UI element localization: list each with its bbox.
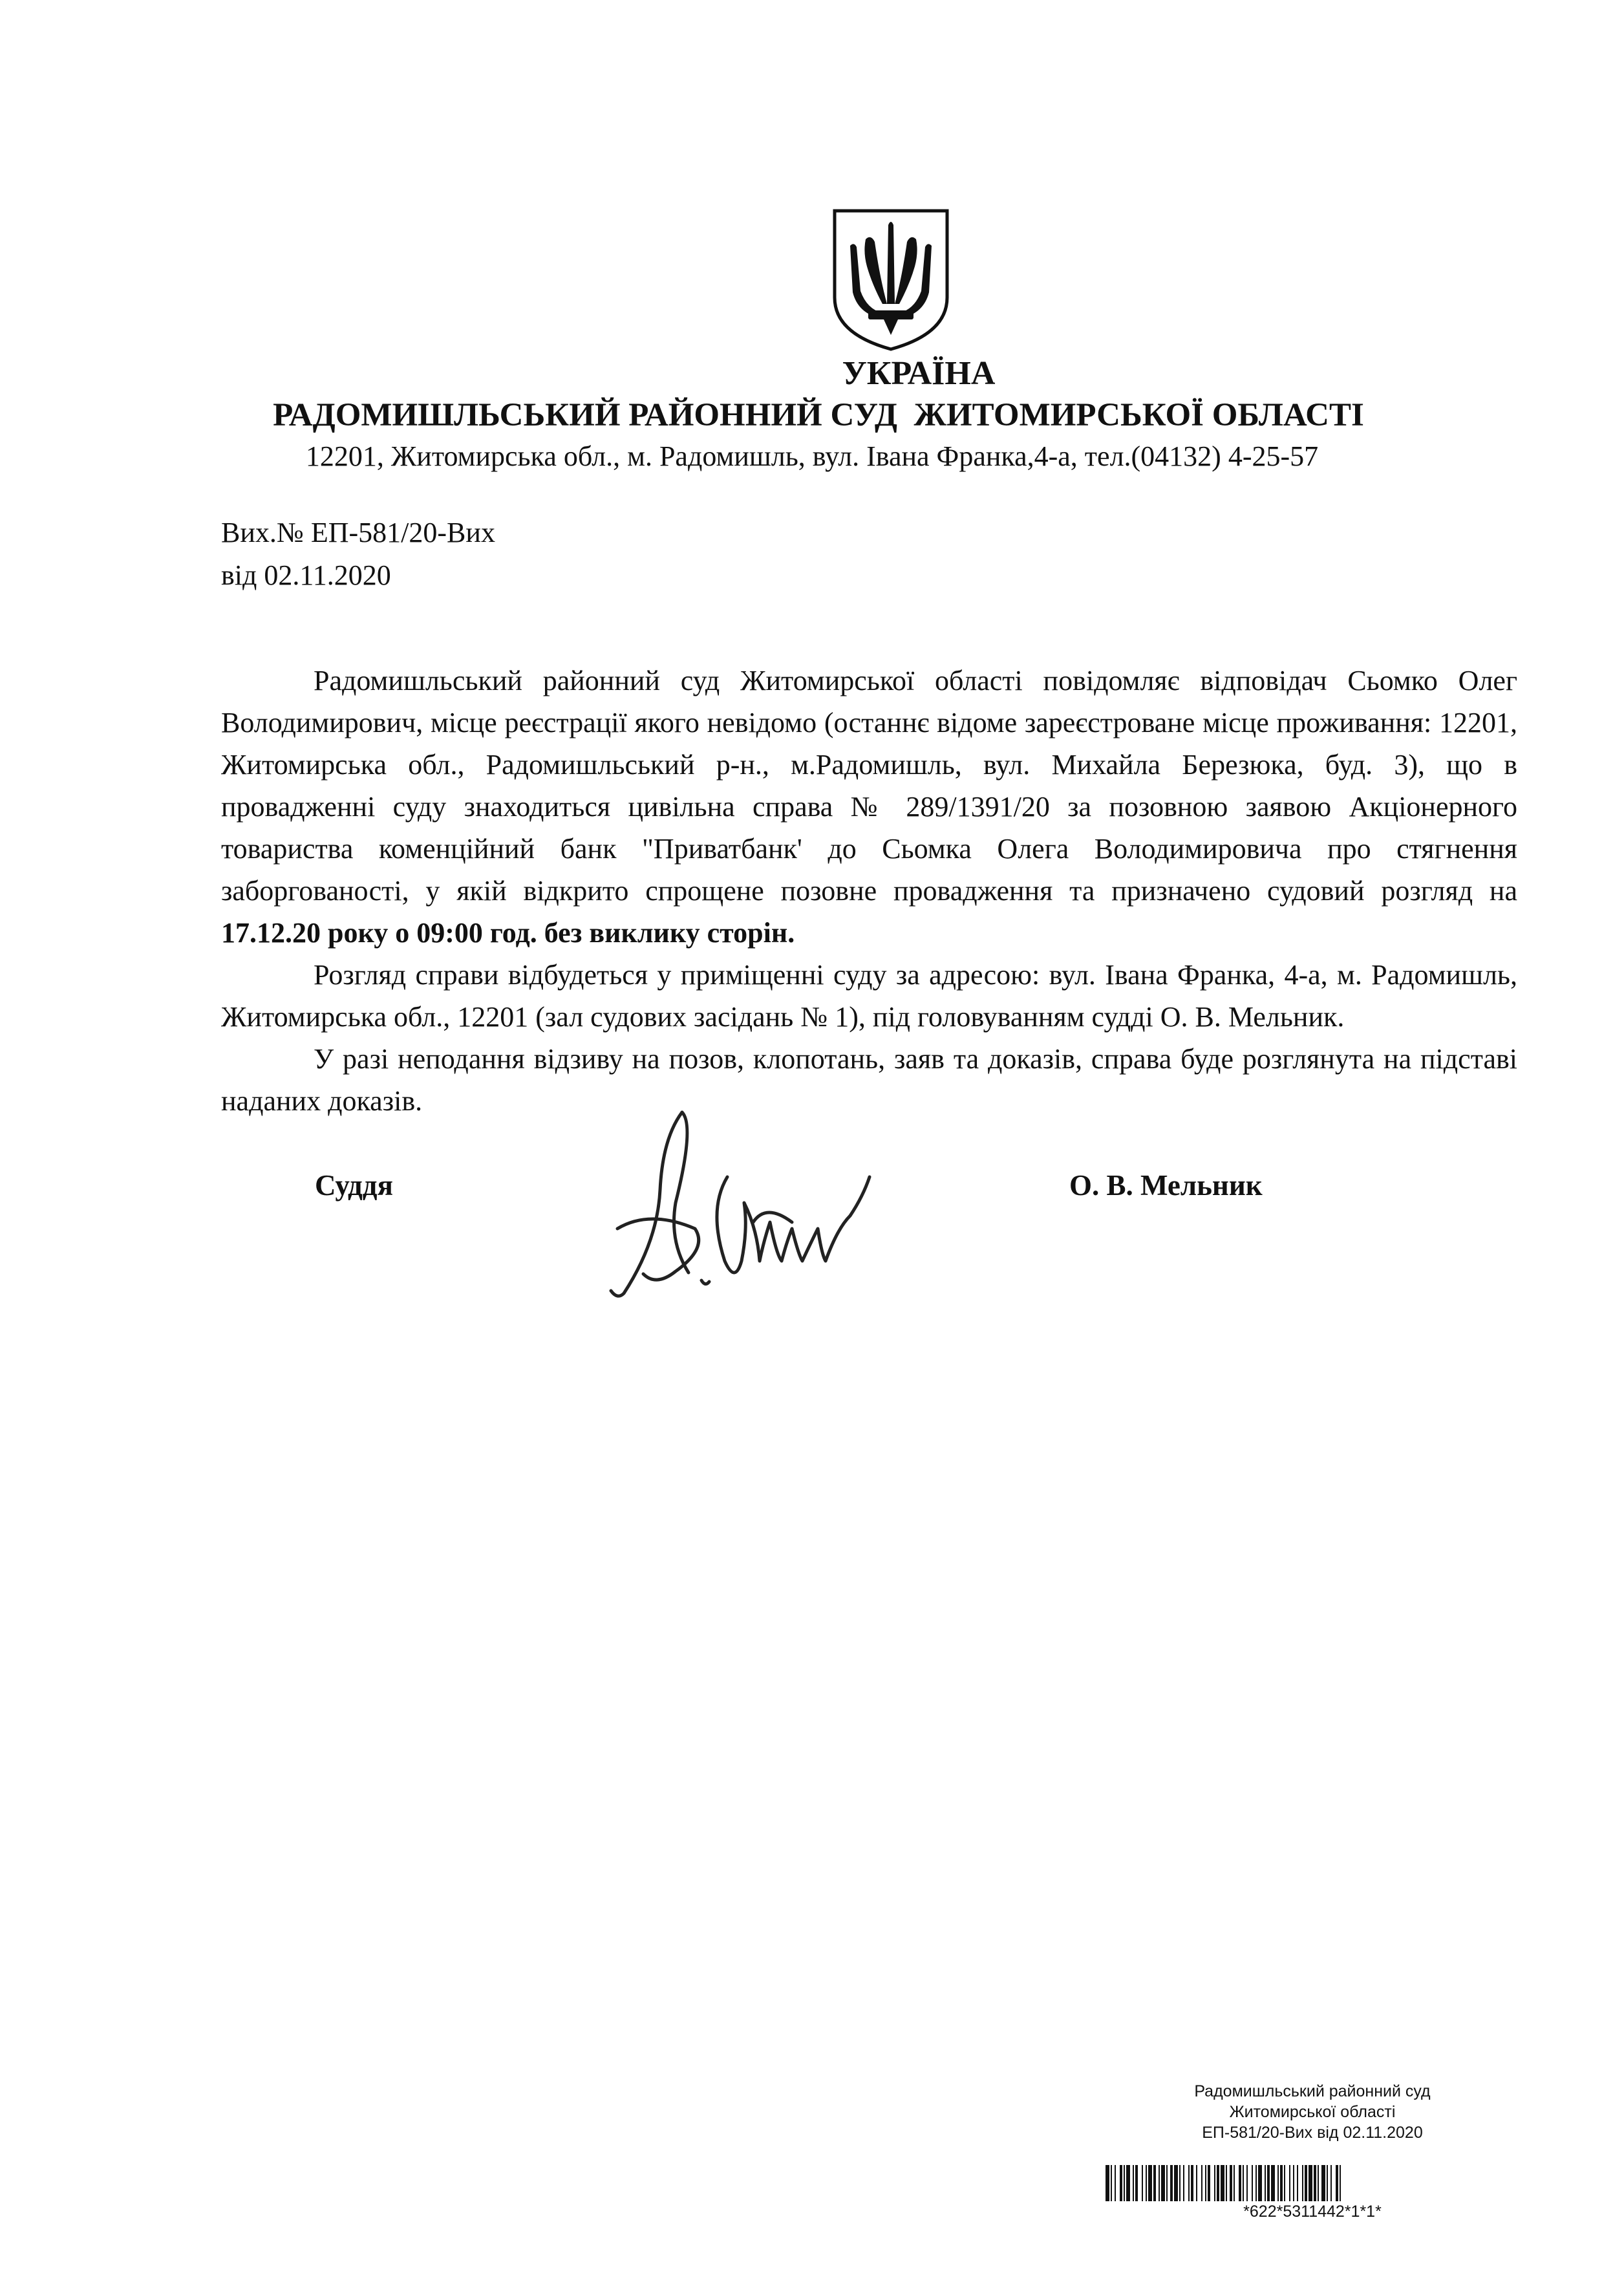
barcode-bar <box>1159 2165 1160 2201</box>
barcode-bar <box>1321 2165 1325 2201</box>
barcode-bar <box>1161 2165 1165 2201</box>
barcode-bar <box>1265 2165 1266 2201</box>
barcode-bar <box>1208 2165 1210 2201</box>
barcode-bar <box>1183 2165 1184 2201</box>
barcode-bar <box>1153 2165 1156 2201</box>
barcode-bar <box>1214 2165 1215 2201</box>
notice-paragraph-2: Розгляд справи відбудеться у приміщенні суду за адресою: вул. Івана Франка, 4-а, м. Радомишль, Житомирська обл., 12201 (зал судових засідань № 1), під головуванням судді О. В. Мельник. <box>221 959 1517 1033</box>
barcode-bar <box>1289 2165 1290 2201</box>
barcode-bar <box>1226 2165 1227 2201</box>
barcode-bar <box>1314 2165 1316 2201</box>
judge-name: О. В. Мельник <box>1069 1169 1263 1201</box>
barcode-bar <box>1146 2165 1147 2201</box>
barcode-bar <box>1205 2165 1206 2201</box>
barcode-bar <box>1221 2165 1224 2201</box>
stamp-reference-line: ЕП-581/20-Вих від 02.11.2020 <box>1202 2124 1423 2142</box>
barcode-bar <box>1115 2165 1116 2201</box>
handwritten-signature <box>598 1099 934 1313</box>
barcode-bar <box>1142 2165 1143 2201</box>
barcode-bar <box>1120 2165 1122 2201</box>
country-title: УКРАЇНА <box>842 355 996 392</box>
barcode-bar <box>1126 2165 1130 2201</box>
barcode-bar <box>1318 2165 1319 2201</box>
barcode-bar <box>1124 2165 1125 2201</box>
court-address: 12201, Житомирська обл., м. Радомишль, вул. Івана Франка,4-а, тел.(04132) 4-25-57 <box>305 440 1319 472</box>
coat-of-arms-icon <box>828 207 954 353</box>
signature-role: Суддя <box>315 1169 393 1201</box>
barcode-bar <box>1267 2165 1270 2201</box>
notice-body <box>221 660 1517 1122</box>
barcode-text: *622*5311442*1*1* <box>1243 2203 1382 2221</box>
stamp-court-line: Радомишльський районний суд <box>1194 2082 1431 2100</box>
barcode-bar <box>1179 2165 1181 2201</box>
barcode-bar <box>1230 2165 1232 2201</box>
outgoing-date: від 02.11.2020 <box>221 559 391 591</box>
barcode-bar <box>1217 2165 1219 2201</box>
barcode-bar <box>1309 2165 1312 2201</box>
barcode-bar <box>1106 2165 1109 2201</box>
barcode-bar <box>1255 2165 1257 2201</box>
court-name: РАДОМИШЛЬСЬКИЙ РАЙОННИЙ СУД ЖИТОМИРСЬКОЇ ОБЛАСТІ <box>273 397 1364 433</box>
barcode-bar <box>1336 2165 1338 2201</box>
barcode-bar <box>1302 2165 1303 2201</box>
barcode-bar <box>1277 2165 1279 2201</box>
notice-paragraph-3: У разі неподання відзиву на позов, клопотань, заяв та доказів, справа буде розглянута на підставі наданих доказів. <box>221 1043 1517 1117</box>
barcode-bar <box>1191 2165 1193 2201</box>
barcode-bar <box>1243 2165 1244 2201</box>
hearing-date-bold: 17.12.20 року о 09:00 год. без виклику сторін. <box>221 917 795 949</box>
barcode-bar <box>1305 2165 1307 2201</box>
barcode-bar <box>1252 2165 1253 2201</box>
barcode-bar <box>1297 2165 1298 2201</box>
barcode-bar <box>1293 2165 1294 2201</box>
outgoing-number: Вих.№ ЕП-581/20-Вих <box>221 517 495 548</box>
barcode-bar <box>1135 2165 1138 2201</box>
barcode-bar <box>1239 2165 1241 2201</box>
stamp-region-line: Житомирської області <box>1229 2103 1396 2121</box>
barcode-bar <box>1133 2165 1134 2201</box>
notice-paragraph-1-text: Радомишльський районний суд Житомирської області повідомляє відповідач Сьомко Олег Володимирович, місце реєстрації якого невідомо (останнє відоме зареєстроване місце проживання: 12201, Житомирська обл., Радомишльський р-н., м.Радомишль, вул. Михайла Березюка, буд. 3), що в провадженні суду знаходиться цивільна справа № 289/1391/20 за позовною заявою Акціонерного товариства коменційний банк "Приватбанк' до Сьомка Олега Володимировича про стягнення заборгованості, у якій відкрито спрощене позовне провадження та призначено судовий розгляд на <box>221 665 1517 907</box>
barcode-bar <box>1258 2165 1262 2201</box>
barcode-bar <box>1196 2165 1197 2201</box>
barcode-bar <box>1271 2165 1275 2201</box>
barcode-bar <box>1340 2165 1341 2201</box>
barcode-bar <box>1327 2165 1328 2201</box>
barcode-bar <box>1166 2165 1168 2201</box>
barcode-icon <box>1106 2165 1519 2201</box>
barcode-bar <box>1246 2165 1248 2201</box>
barcode-bar <box>1280 2165 1283 2201</box>
barcode-bar <box>1234 2165 1235 2201</box>
barcode-bar <box>1188 2165 1190 2201</box>
notice-paragraph-1 <box>221 660 1517 954</box>
barcode-bar <box>1174 2165 1178 2201</box>
barcode-bar <box>1170 2165 1173 2201</box>
barcode-bar <box>1111 2165 1112 2201</box>
barcode-bar <box>1148 2165 1152 2201</box>
registration-stamp <box>1073 2081 1552 2143</box>
barcode-bar <box>1284 2165 1285 2201</box>
barcode-bar <box>1201 2165 1202 2201</box>
barcode-bar <box>1330 2165 1332 2201</box>
